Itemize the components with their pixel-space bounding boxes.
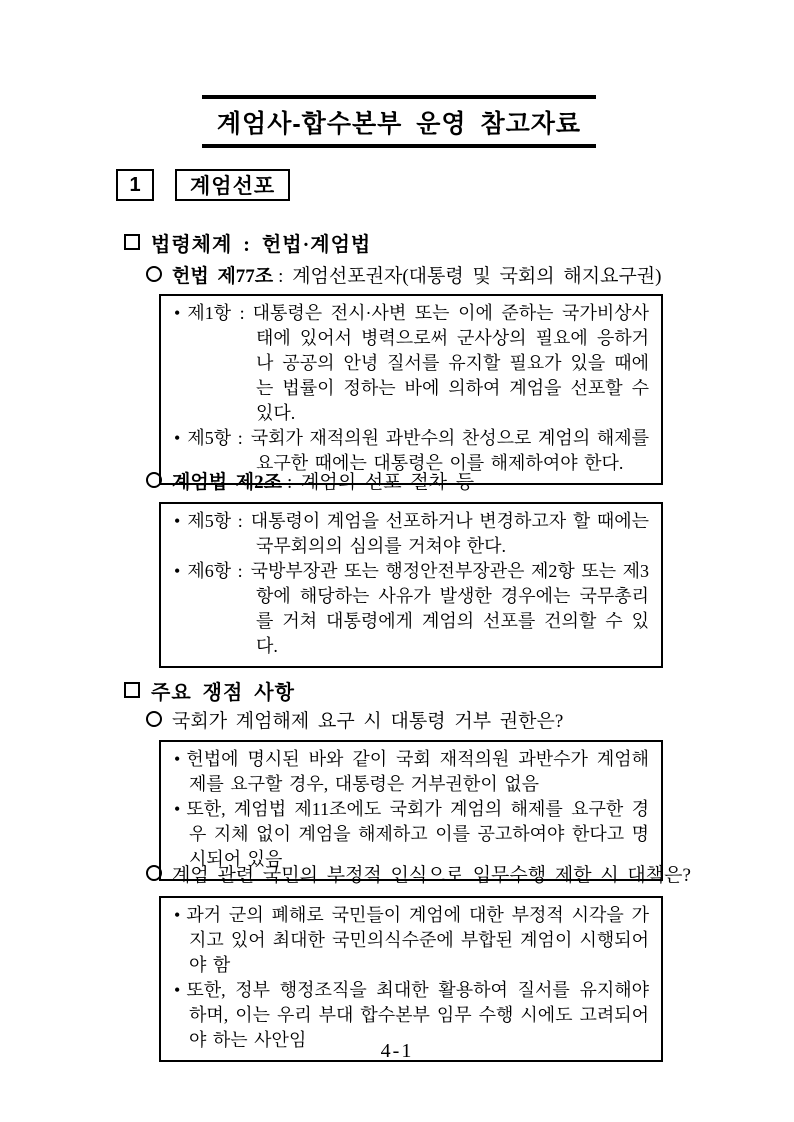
bullet-icon: • [174, 905, 181, 925]
bullet-icon: • [174, 511, 181, 531]
section-badge-row [116, 169, 290, 201]
question-assembly-veto [146, 706, 563, 733]
bullet-icon: • [174, 561, 181, 581]
answer-item [174, 903, 649, 978]
constitution-article-title: 헌법 제77조 [172, 266, 274, 287]
law-item-text: 국회가 재적의원 과반수의 찬성으로 계엄의 해제를 요구한 때에는 대통령은 이를 해제하여야 한다. [250, 428, 649, 473]
bullet-icon: • [174, 799, 181, 819]
question-text: 계엄 관련 국민의 부정적 인식으로 임무수행 제한 시 대책은? [172, 865, 691, 886]
law-item-clause6 [174, 559, 649, 659]
law-item-label: 제6항 : [187, 561, 243, 581]
heading-legal-system [124, 228, 371, 257]
bullet-icon: • [174, 980, 181, 1000]
document-title-band [202, 95, 596, 148]
bullet-icon: • [174, 303, 181, 323]
bullet-icon: • [174, 428, 181, 448]
heading-martial-law-act-article [146, 467, 474, 494]
heading-key-issues [124, 676, 295, 705]
martial-law-act-provisions-box [159, 502, 663, 668]
square-marker-icon [124, 234, 140, 250]
answer-public-perception-box [159, 896, 663, 1062]
page-number: 4-1 [380, 1040, 414, 1062]
answer-text: 또한, 계엄법 제11조에도 국회가 계엄의 해제를 요구한 경우 지체 없이 계엄을 해제하고 이를 공고하여야 한다고 명시되어 있음 [186, 799, 649, 869]
heading-key-issues-label: 주요 쟁점 사항 [151, 682, 295, 704]
law-item-label: 제5항 : [187, 511, 243, 531]
martial-law-act-subtitle: : 계엄의 선포 절차 등 [287, 472, 475, 493]
question-public-perception [146, 860, 691, 887]
law-item-clause5 [174, 509, 649, 559]
martial-law-act-title: 계엄법 제2조 [172, 472, 283, 493]
circle-marker-icon [146, 266, 162, 282]
answer-text: 헌법에 명시된 바와 같이 국회 재적의원 과반수가 계엄해제를 요구할 경우, 대통령은 거부권한이 없음 [186, 749, 649, 794]
bullet-icon: • [174, 749, 181, 769]
law-item-text: 대통령이 계엄을 선포하거나 변경하고자 할 때에는 국무회의의 심의를 거쳐야 한다. [250, 511, 649, 556]
question-text: 국회가 계엄해제 요구 시 대통령 거부 권한은? [172, 711, 564, 732]
answer-text: 또한, 정부 행정조직을 최대한 활용하여 질서를 유지해야 하며, 이는 우리 부대 합수본부 임무 수행 시에도 고려되어야 하는 사안임 [186, 980, 649, 1050]
document-title: 계엄사-합수본부 운영 참고자료 [216, 110, 582, 138]
answer-text: 과거 군의 폐해로 국민들이 계엄에 대한 부정적 시각을 가지고 있어 최대한 국민의식수준에 부합된 계엄이 시행되어야 함 [186, 905, 649, 975]
section-number-box: 1 [116, 169, 154, 201]
law-item-article1 [174, 301, 649, 426]
heading-legal-system-label: 법령체계 : 헌법·계엄법 [151, 234, 372, 256]
heading-constitution-article [146, 261, 661, 288]
section-title-box: 계엄선포 [175, 169, 290, 201]
law-item-label: 제5항 : [187, 428, 243, 448]
circle-marker-icon [146, 865, 162, 881]
constitution-article-subtitle: : 계엄선포권자(대통령 및 국회의 해지요구권) [278, 266, 662, 287]
square-marker-icon [124, 682, 140, 698]
circle-marker-icon [146, 711, 162, 727]
law-item-label: 제1항 : [187, 303, 245, 323]
law-item-text: 대통령은 전시·사변 또는 이에 준하는 국가비상사태에 있어서 병력으로써 군사상의 필요에 응하거나 공공의 안녕 질서를 유지할 필요가 있을 때에는 법률이 정하는 바에 의하여 계엄을 선포할 수 있다. [252, 303, 649, 423]
law-item-text: 국방부장관 또는 행정안전부장관은 제2항 또는 제3항에 해당하는 사유가 발생한 경우에는 국무총리를 거쳐 대통령에게 계엄의 선포를 건의할 수 있다. [250, 561, 650, 656]
circle-marker-icon [146, 472, 162, 488]
constitution-provisions-box [159, 294, 663, 485]
answer-item [174, 747, 649, 797]
